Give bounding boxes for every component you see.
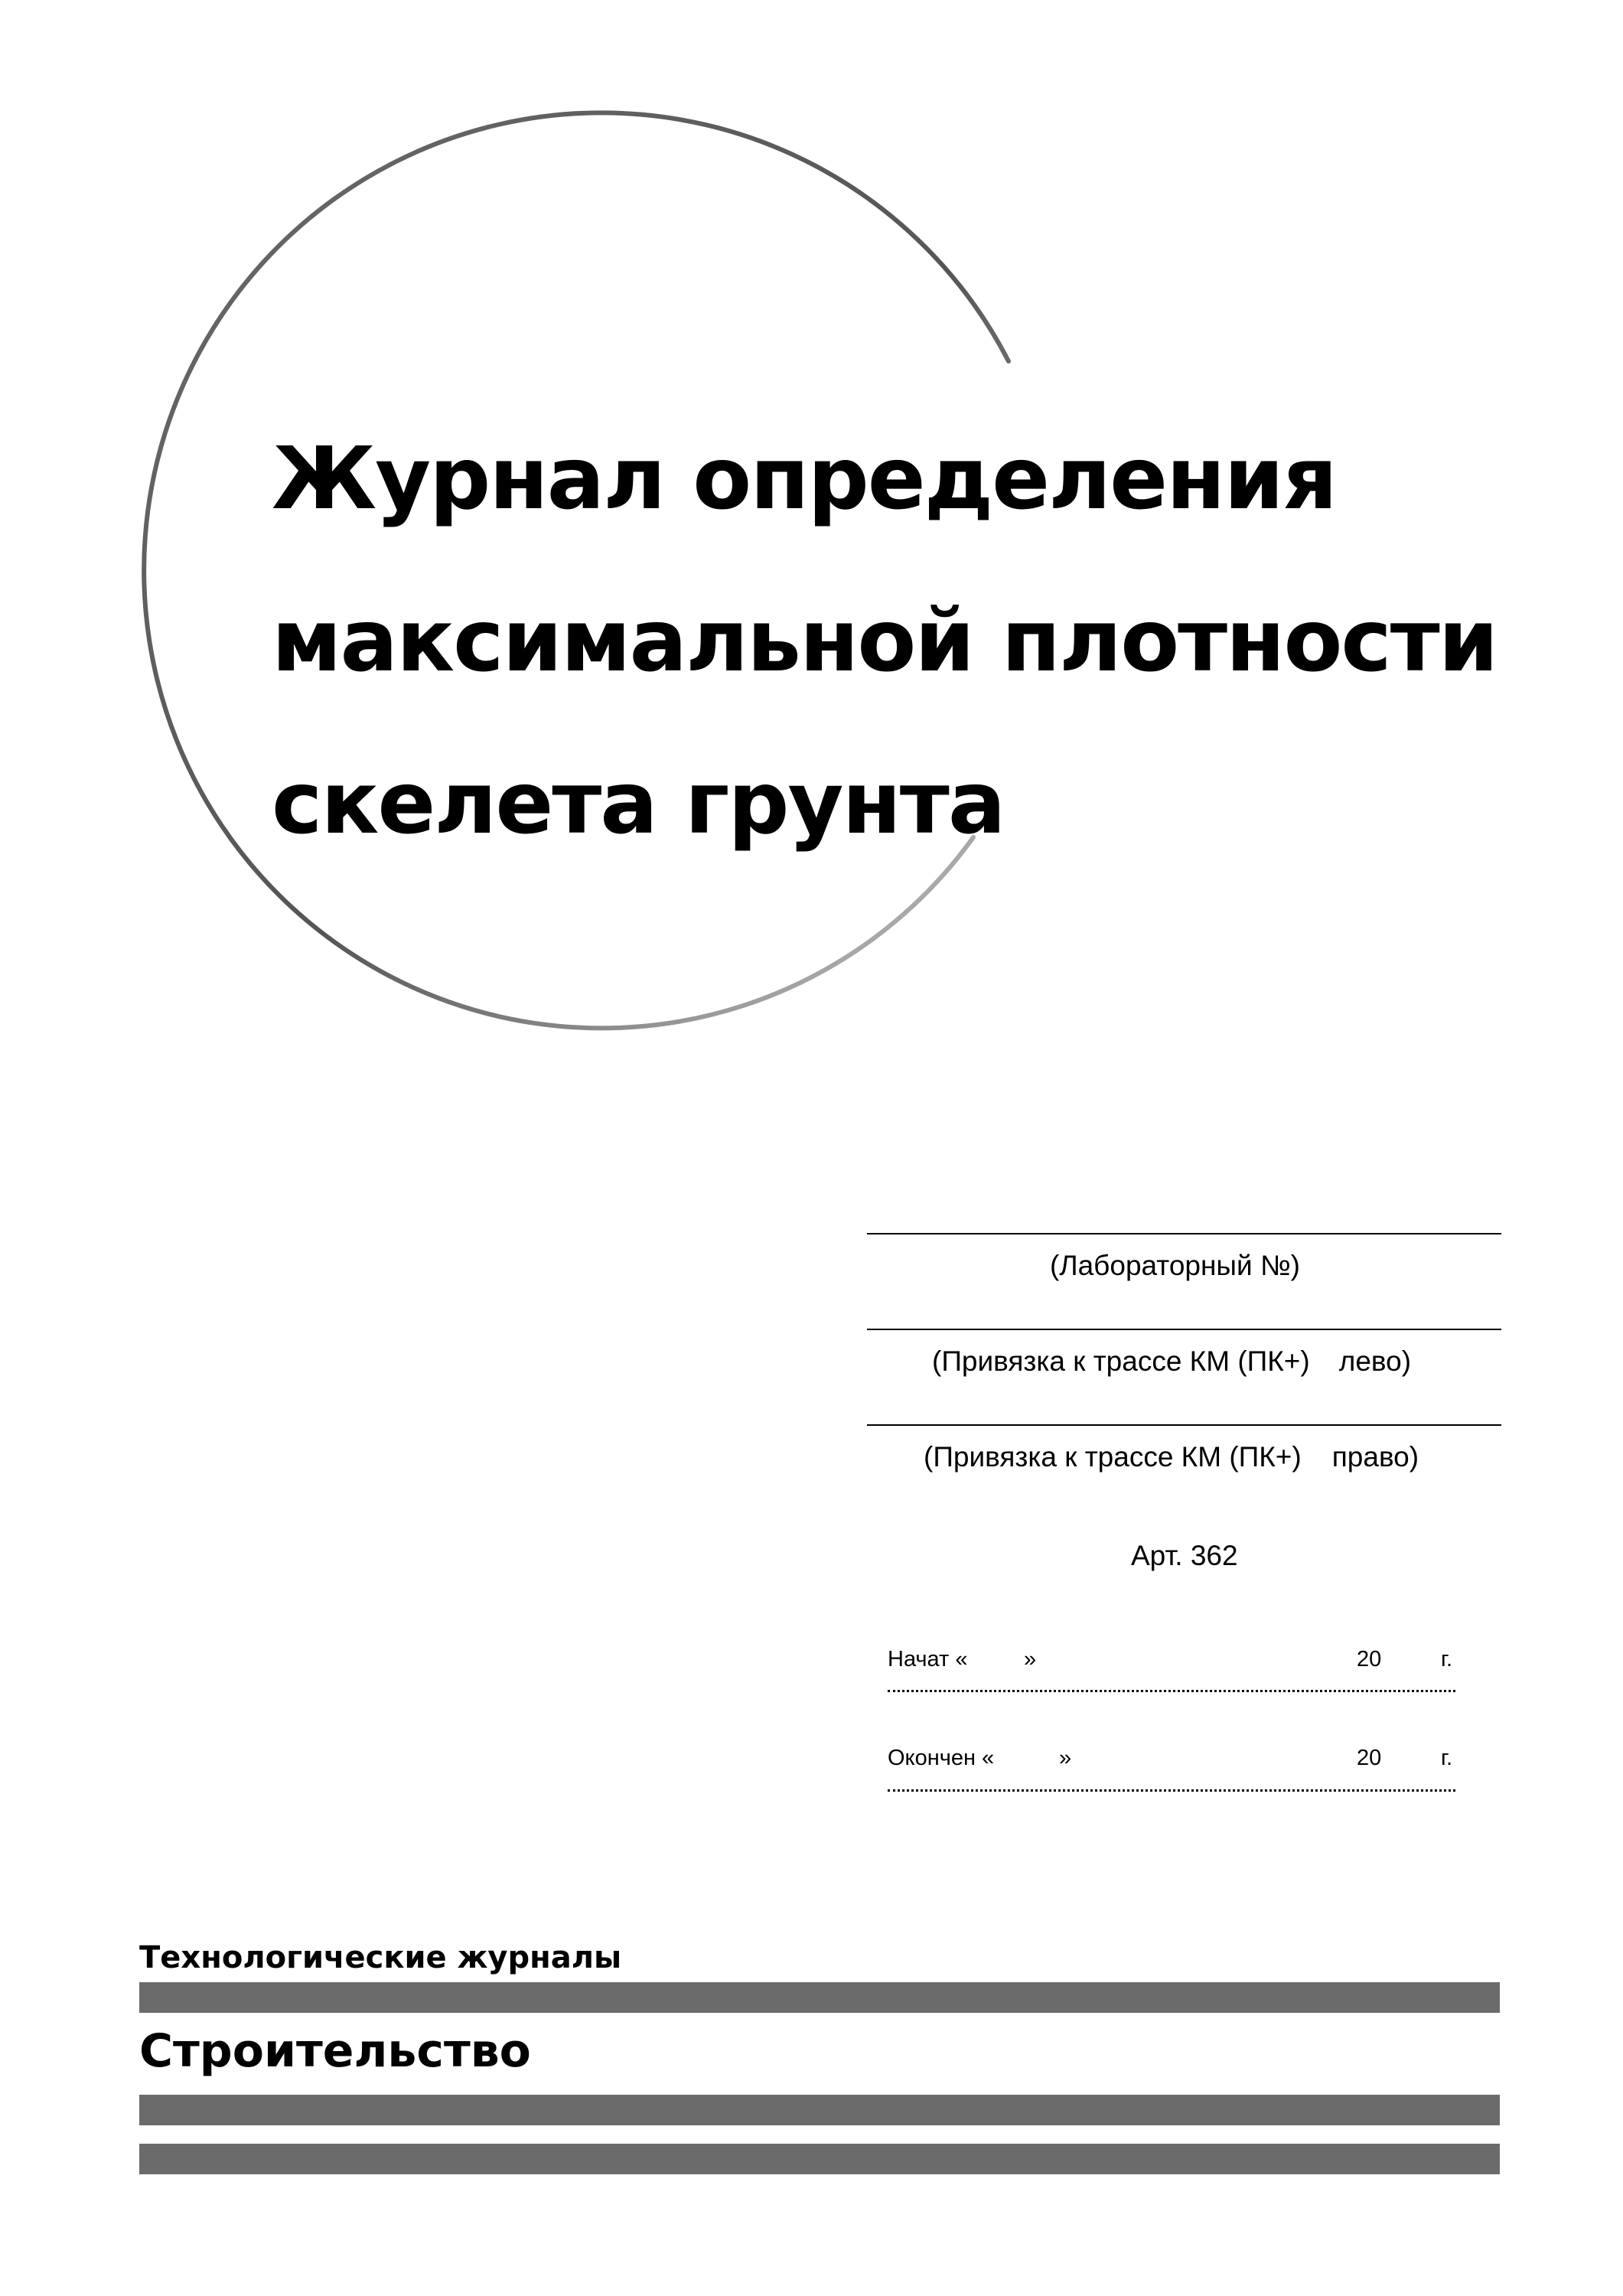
- finished-year-prefix: 20: [1357, 1746, 1382, 1770]
- binding-right-line: [867, 1424, 1501, 1426]
- binding-right-suffix: право): [1331, 1441, 1419, 1473]
- finished-dotted-line: [888, 1789, 1455, 1792]
- lab-number-line: [867, 1233, 1501, 1234]
- title-line-1: Журнал определения: [272, 429, 1336, 529]
- series-label: Технологические журналы: [139, 1940, 622, 1975]
- category-label: Строительство: [139, 2024, 531, 2078]
- binding-left-caption: [932, 1345, 1411, 1378]
- title-line-3: скелета грунта: [272, 754, 1005, 853]
- binding-left-suffix: лево): [1338, 1345, 1412, 1377]
- started-label: Начат «: [888, 1647, 968, 1671]
- started-close-quote: »: [1024, 1647, 1037, 1671]
- gray-bar-top: [139, 1982, 1500, 2013]
- finished-close-quote: »: [1059, 1746, 1072, 1770]
- started-year-suffix: г.: [1441, 1647, 1453, 1671]
- lab-number-caption: (Лабораторный №): [1050, 1250, 1300, 1281]
- started-year-prefix: 20: [1357, 1647, 1382, 1671]
- finished-date-row: [888, 1746, 1454, 1779]
- journal-title: [272, 398, 1572, 885]
- finished-label: Окончен «: [888, 1746, 995, 1770]
- binding-left-line: [867, 1329, 1501, 1330]
- title-line-2: максимальной плотности: [272, 592, 1498, 691]
- started-dotted-line: [888, 1690, 1455, 1692]
- gray-bar-middle: [139, 2095, 1500, 2125]
- binding-right-caption: [924, 1441, 1419, 1473]
- binding-left-prefix: (Привязка к трассе КМ (ПК+): [932, 1345, 1310, 1377]
- article-number: Арт. 362: [1131, 1540, 1238, 1571]
- binding-right-prefix: (Привязка к трассе КМ (ПК+): [924, 1441, 1302, 1473]
- finished-year-suffix: г.: [1441, 1746, 1453, 1770]
- gray-bar-bottom: [139, 2144, 1500, 2174]
- started-date-row: [888, 1647, 1454, 1681]
